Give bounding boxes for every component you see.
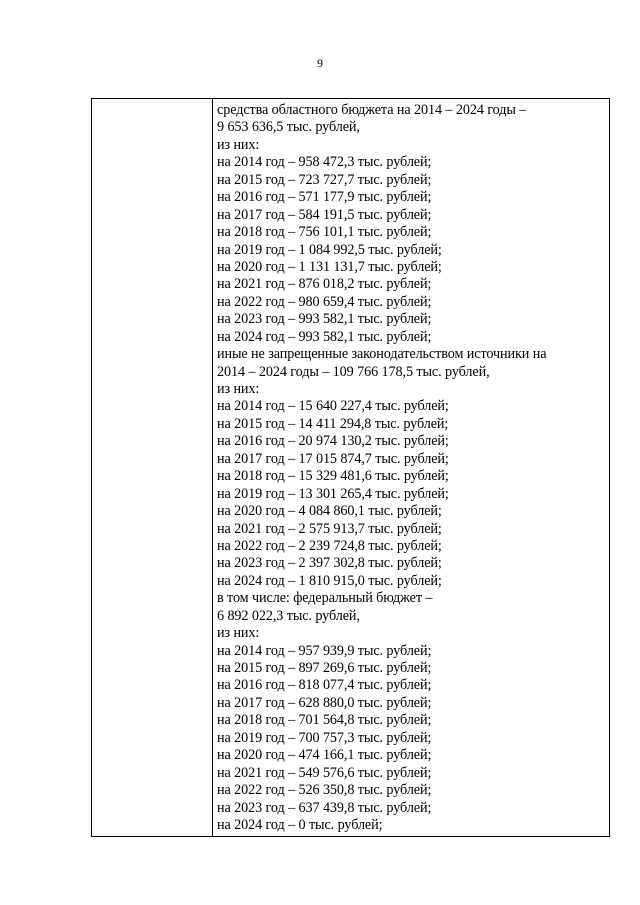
text-line: средства областного бюджета на 2014 – 2024 годы –: [217, 102, 527, 118]
page-number: 9: [317, 56, 323, 70]
text-line: на 2014 год – 15 640 227,4 тыс. рублей;: [217, 398, 449, 415]
text-line: на 2021 год – 549 576,6 тыс. рублей;: [217, 764, 432, 781]
text-line: на 2014 год – 958 472,3 тыс. рублей;: [217, 154, 432, 171]
text-line: на 2018 год – 701 564,8 тыс. рублей;: [217, 712, 432, 729]
funding-text-cell: [217, 102, 607, 834]
text-line: на 2021 год – 876 018,2 тыс. рублей;: [217, 276, 432, 293]
text-line: иные не запрещенные законодательством источники на: [217, 346, 547, 363]
text-line: на 2015 год – 723 727,7 тыс. рублей;: [217, 171, 432, 188]
text-line: на 2023 год – 637 439,8 тыс. рублей;: [217, 799, 432, 816]
text-line: на 2020 год – 1 131 131,7 тыс. рублей;: [217, 258, 442, 275]
text-line: на 2022 год – 2 239 724,8 тыс. рублей;: [217, 537, 442, 554]
text-line: на 2022 год – 526 350,8 тыс. рублей;: [217, 782, 432, 799]
text-line: 2014 – 2024 годы – 109 766 178,5 тыс. рублей,: [217, 363, 490, 380]
funding-table: [91, 98, 610, 837]
text-line: на 2022 год – 980 659,4 тыс. рублей;: [217, 293, 432, 310]
column-divider: [212, 99, 213, 836]
text-line: из них:: [217, 625, 260, 642]
text-line: на 2017 год – 584 191,5 тыс. рублей;: [217, 206, 432, 223]
text-line: на 2020 год – 4 084 860,1 тыс. рублей;: [217, 503, 442, 520]
text-line: на 2014 год – 957 939,9 тыс. рублей;: [217, 642, 432, 659]
text-line: 9 653 636,5 тыс. рублей,: [217, 119, 360, 136]
text-line: на 2017 год – 628 880,0 тыс. рублей;: [217, 694, 432, 711]
text-line: на 2019 год – 1 084 992,5 тыс. рублей;: [217, 241, 442, 258]
text-line: в том числе: федеральный бюджет –: [217, 590, 433, 607]
text-line: на 2023 год – 2 397 302,8 тыс. рублей;: [217, 555, 442, 572]
text-line: на 2024 год – 0 тыс. рублей;: [217, 816, 383, 833]
text-line: на 2015 год – 897 269,6 тыс. рублей;: [217, 660, 432, 676]
text-line: на 2021 год – 2 575 913,7 тыс. рублей;: [217, 520, 442, 537]
text-line: на 2018 год – 15 329 481,6 тыс. рублей;: [217, 468, 449, 485]
text-line: на 2018 год – 756 101,1 тыс. рублей;: [217, 224, 432, 241]
text-line: на 2016 год – 818 077,4 тыс. рублей;: [217, 677, 432, 694]
text-line: на 2024 год – 993 582,1 тыс. рублей;: [217, 328, 432, 345]
text-line: на 2016 год – 20 974 130,2 тыс. рублей;: [217, 433, 449, 450]
text-line: на 2019 год – 700 757,3 тыс. рублей;: [217, 729, 432, 746]
text-line: на 2016 год – 571 177,9 тыс. рублей;: [217, 189, 432, 206]
text-line: на 2019 год – 13 301 265,4 тыс. рублей;: [217, 485, 449, 502]
text-line: на 2017 год – 17 015 874,7 тыс. рублей;: [217, 450, 449, 467]
text-line: на 2020 год – 474 166,1 тыс. рублей;: [217, 747, 432, 764]
text-line: на 2015 год – 14 411 294,8 тыс. рублей;: [217, 415, 449, 432]
text-line: из них:: [217, 136, 260, 153]
text-line: на 2024 год – 1 810 915,0 тыс. рублей;: [217, 572, 442, 589]
text-line: из них:: [217, 381, 260, 397]
text-line: 6 892 022,3 тыс. рублей,: [217, 607, 360, 624]
text-line: на 2023 год – 993 582,1 тыс. рублей;: [217, 311, 432, 328]
